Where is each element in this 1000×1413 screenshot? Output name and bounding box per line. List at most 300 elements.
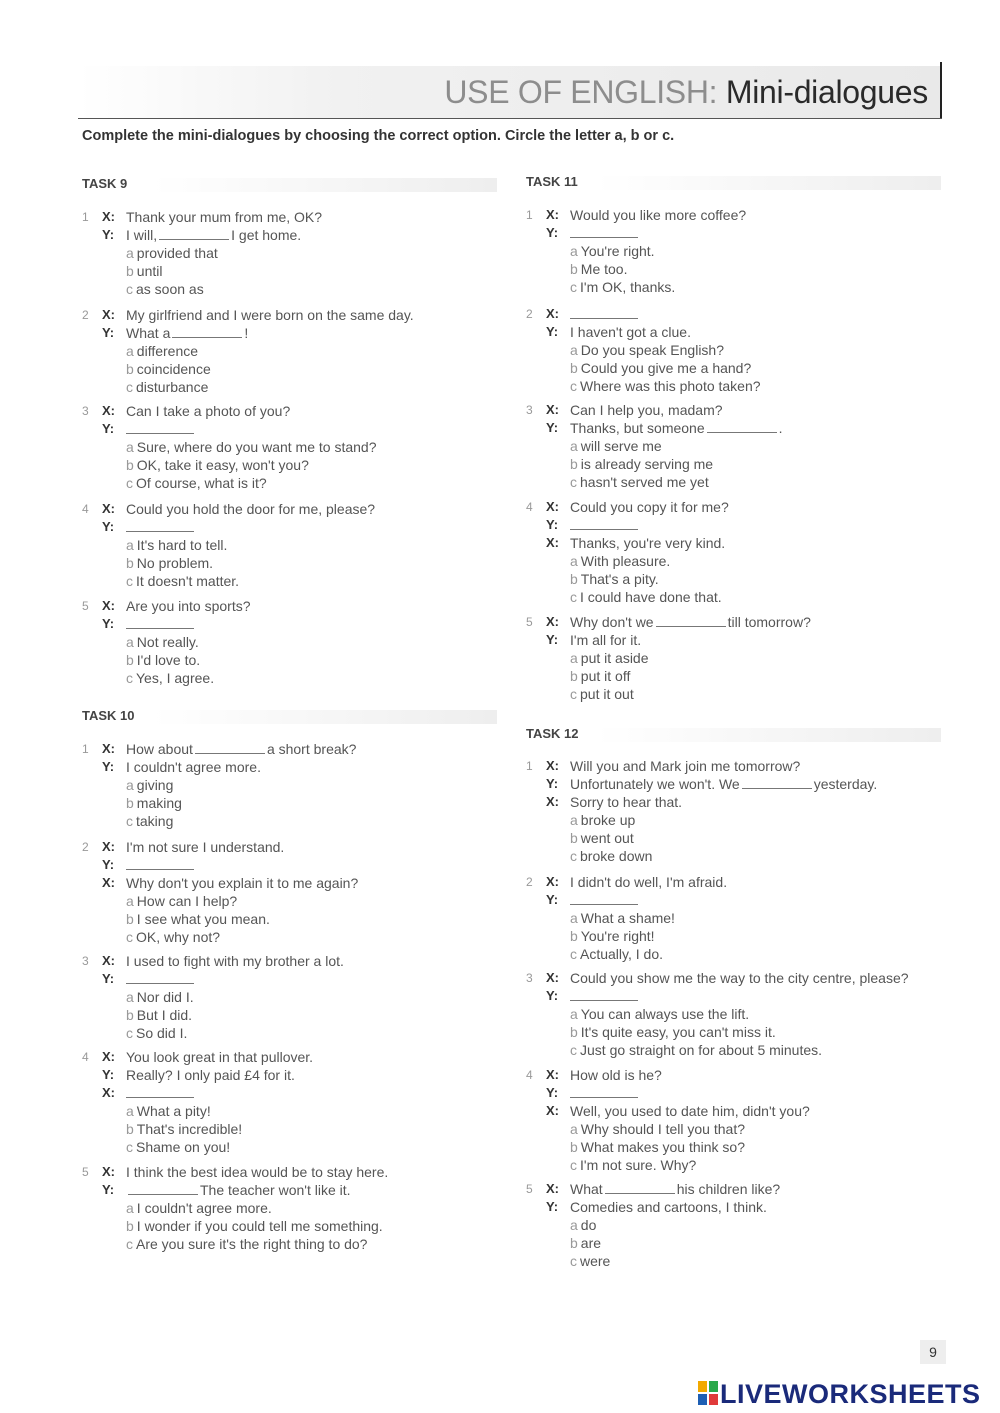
option-text[interactable] bbox=[570, 1252, 610, 1270]
line-text: How old is he? bbox=[570, 1067, 662, 1083]
item-number: 1 bbox=[526, 759, 533, 773]
speaker-label: X: bbox=[546, 874, 559, 889]
option-text[interactable] bbox=[126, 928, 220, 946]
answer-option[interactable] bbox=[82, 378, 502, 396]
answer-option[interactable] bbox=[82, 794, 502, 812]
option-letter[interactable]: b bbox=[126, 911, 134, 927]
dialogue-line bbox=[82, 597, 502, 615]
answer-option[interactable] bbox=[526, 260, 946, 278]
line-text: Why don't you explain it to me again? bbox=[126, 875, 359, 891]
liveworksheets-logo-icon bbox=[698, 1381, 718, 1405]
dialogue-line bbox=[526, 793, 946, 811]
item-number: 4 bbox=[82, 502, 89, 516]
option-text[interactable] bbox=[570, 455, 713, 473]
option-text[interactable] bbox=[570, 909, 675, 927]
option-label: coincidence bbox=[136, 361, 211, 377]
option-label: You're right. bbox=[580, 243, 655, 259]
task-heading-band bbox=[596, 728, 941, 742]
option-label: Where was this photo taken? bbox=[580, 378, 761, 394]
dialogue-item bbox=[526, 613, 946, 703]
option-text[interactable] bbox=[570, 811, 635, 829]
option-text[interactable] bbox=[570, 260, 628, 278]
dialogue-line bbox=[526, 987, 946, 1005]
answer-option[interactable] bbox=[526, 927, 946, 945]
option-text[interactable] bbox=[570, 847, 652, 865]
line-text bbox=[126, 324, 248, 342]
line-text bbox=[570, 224, 638, 242]
option-letter[interactable]: b bbox=[126, 1007, 134, 1023]
answer-option[interactable] bbox=[526, 437, 946, 455]
option-text[interactable] bbox=[570, 242, 655, 260]
option-text[interactable] bbox=[570, 341, 724, 359]
line-text bbox=[126, 615, 194, 633]
speaker-label: X: bbox=[102, 953, 115, 968]
option-letter[interactable]: b bbox=[570, 668, 578, 684]
option-text[interactable] bbox=[570, 359, 751, 377]
answer-option[interactable] bbox=[82, 1024, 502, 1042]
option-text[interactable] bbox=[570, 927, 655, 945]
answer-blank bbox=[172, 325, 242, 338]
option-text[interactable] bbox=[126, 1138, 230, 1156]
option-text[interactable] bbox=[126, 910, 270, 928]
answer-option[interactable] bbox=[82, 1199, 502, 1217]
option-letter[interactable]: c bbox=[570, 279, 577, 295]
option-label: broke up bbox=[580, 812, 636, 828]
line-text bbox=[570, 775, 877, 793]
dialogue-line bbox=[82, 874, 502, 892]
speaker-label: X: bbox=[546, 758, 559, 773]
option-letter[interactable]: a bbox=[570, 438, 578, 454]
option-letter[interactable]: a bbox=[126, 989, 134, 1005]
option-letter[interactable]: c bbox=[570, 946, 577, 962]
dialogue-line bbox=[82, 1066, 502, 1084]
option-text[interactable] bbox=[126, 572, 239, 590]
option-letter[interactable]: b bbox=[570, 571, 578, 587]
text-after-blank: The teacher won't like it. bbox=[200, 1182, 351, 1198]
option-label: But I did. bbox=[136, 1007, 193, 1023]
option-text[interactable] bbox=[570, 552, 670, 570]
option-text[interactable] bbox=[126, 1102, 211, 1120]
option-text[interactable] bbox=[570, 278, 675, 296]
option-text[interactable] bbox=[126, 812, 173, 830]
speaker-label: X: bbox=[102, 403, 115, 418]
option-label: Sure, where do you want me to stand? bbox=[136, 439, 377, 455]
option-label: making bbox=[136, 795, 182, 811]
option-text[interactable] bbox=[126, 633, 199, 651]
dialogue-line bbox=[526, 757, 946, 775]
answer-option[interactable] bbox=[82, 928, 502, 946]
option-letter[interactable]: c bbox=[570, 378, 577, 394]
item-number: 2 bbox=[82, 840, 89, 854]
option-letter[interactable]: a bbox=[126, 439, 134, 455]
option-text[interactable] bbox=[570, 1005, 749, 1023]
option-letter[interactable]: c bbox=[126, 573, 133, 589]
option-letter[interactable]: a bbox=[570, 910, 578, 926]
answer-option[interactable] bbox=[82, 1120, 502, 1138]
option-label: is already serving me bbox=[580, 456, 714, 472]
option-letter[interactable]: b bbox=[126, 1218, 134, 1234]
option-letter[interactable]: b bbox=[570, 1139, 578, 1155]
answer-option[interactable] bbox=[526, 341, 946, 359]
option-letter[interactable]: b bbox=[126, 555, 134, 571]
title-part-2: Mini-dialogues bbox=[725, 74, 928, 110]
answer-option[interactable] bbox=[82, 1006, 502, 1024]
item-number: 3 bbox=[526, 971, 533, 985]
speaker-label: X: bbox=[546, 306, 559, 321]
item-number: 3 bbox=[526, 403, 533, 417]
answer-option[interactable] bbox=[526, 829, 946, 847]
option-text[interactable] bbox=[570, 1138, 745, 1156]
line-text: Thanks, you're very kind. bbox=[570, 535, 726, 551]
answer-option[interactable] bbox=[82, 456, 502, 474]
dialogue-line bbox=[82, 1084, 502, 1102]
task-heading-band bbox=[152, 710, 497, 724]
speaker-label: X: bbox=[546, 535, 559, 550]
dialogue-line bbox=[526, 305, 946, 323]
option-label: went out bbox=[580, 830, 634, 846]
option-text[interactable] bbox=[126, 1235, 367, 1253]
answer-option[interactable] bbox=[526, 359, 946, 377]
option-text[interactable] bbox=[126, 244, 218, 262]
option-letter[interactable]: b bbox=[126, 457, 134, 473]
option-letter[interactable]: a bbox=[570, 553, 578, 569]
option-text[interactable] bbox=[570, 945, 663, 963]
dialogue-item bbox=[526, 498, 946, 606]
answer-option[interactable] bbox=[82, 910, 502, 928]
answer-option[interactable] bbox=[526, 1252, 946, 1270]
option-letter[interactable]: c bbox=[126, 281, 133, 297]
option-label: I couldn't agree more. bbox=[136, 1200, 272, 1216]
title-part-1: USE OF ENGLISH: bbox=[444, 74, 718, 110]
text-before-blank: Thanks, but someone bbox=[570, 420, 705, 436]
text-after-blank: I get home. bbox=[231, 227, 302, 243]
option-letter[interactable]: b bbox=[570, 360, 578, 376]
line-text bbox=[570, 1084, 638, 1102]
option-letter[interactable]: c bbox=[570, 1253, 577, 1269]
answer-option[interactable] bbox=[82, 1138, 502, 1156]
answer-option[interactable] bbox=[82, 554, 502, 572]
answer-option[interactable] bbox=[82, 812, 502, 830]
answer-blank bbox=[126, 971, 194, 984]
item-number: 4 bbox=[526, 500, 533, 514]
item-number: 5 bbox=[526, 1182, 533, 1196]
answer-blank bbox=[570, 988, 638, 1001]
option-letter[interactable]: b bbox=[126, 361, 134, 377]
option-letter[interactable]: a bbox=[570, 1121, 578, 1137]
option-text[interactable] bbox=[126, 892, 237, 910]
answer-blank bbox=[570, 517, 638, 530]
answer-option[interactable] bbox=[82, 988, 502, 1006]
dialogue-item bbox=[82, 208, 502, 298]
speaker-label: X: bbox=[102, 741, 115, 756]
line-text: You look great in that pullover. bbox=[126, 1049, 314, 1065]
option-letter[interactable]: c bbox=[126, 379, 133, 395]
option-text[interactable] bbox=[570, 685, 634, 703]
option-text[interactable] bbox=[126, 669, 214, 687]
option-text[interactable] bbox=[570, 649, 649, 667]
speaker-label: X: bbox=[546, 207, 559, 222]
title-rule-horizontal bbox=[78, 118, 942, 119]
speaker-label: Y: bbox=[546, 225, 559, 240]
option-text[interactable] bbox=[570, 829, 634, 847]
answer-option[interactable] bbox=[526, 278, 946, 296]
text-before-blank: Why don't we bbox=[570, 614, 654, 630]
option-label: No problem. bbox=[136, 555, 214, 571]
option-letter[interactable]: b bbox=[570, 456, 578, 472]
text-before-blank: What bbox=[570, 1181, 603, 1197]
answer-blank bbox=[570, 225, 638, 238]
speaker-label: Y: bbox=[102, 759, 115, 774]
answer-option[interactable] bbox=[82, 244, 502, 262]
answer-option[interactable] bbox=[82, 474, 502, 492]
option-letter[interactable]: a bbox=[570, 1217, 578, 1233]
answer-option[interactable] bbox=[82, 536, 502, 554]
answer-option[interactable] bbox=[82, 1217, 502, 1235]
option-text[interactable] bbox=[570, 1023, 776, 1041]
option-label: I'm OK, thanks. bbox=[580, 279, 676, 295]
dialogue-line bbox=[82, 420, 502, 438]
line-text: I used to fight with my brother a lot. bbox=[126, 953, 344, 969]
option-letter[interactable]: c bbox=[570, 1157, 577, 1173]
option-text[interactable] bbox=[126, 1120, 242, 1138]
answer-option[interactable] bbox=[526, 1041, 946, 1059]
speaker-label: Y: bbox=[102, 857, 115, 872]
option-letter[interactable]: b bbox=[126, 263, 134, 279]
option-text[interactable] bbox=[126, 536, 227, 554]
option-letter[interactable]: a bbox=[570, 342, 578, 358]
option-letter[interactable]: c bbox=[570, 589, 577, 605]
dialogue-item bbox=[526, 401, 946, 491]
option-label: Why should I tell you that? bbox=[580, 1121, 745, 1137]
answer-blank bbox=[570, 306, 638, 319]
dialogue-item bbox=[526, 1180, 946, 1270]
option-letter[interactable]: a bbox=[126, 537, 134, 553]
dialogue-item bbox=[82, 740, 502, 830]
option-text[interactable] bbox=[126, 1006, 192, 1024]
option-text[interactable] bbox=[126, 360, 211, 378]
answer-blank bbox=[159, 227, 229, 240]
item-number: 1 bbox=[526, 208, 533, 222]
line-text bbox=[126, 1181, 351, 1199]
answer-option[interactable] bbox=[526, 588, 946, 606]
option-text[interactable] bbox=[126, 794, 182, 812]
answer-option[interactable] bbox=[526, 552, 946, 570]
item-number: 1 bbox=[82, 210, 89, 224]
answer-option[interactable] bbox=[526, 242, 946, 260]
option-letter[interactable]: c bbox=[126, 1236, 133, 1252]
option-letter[interactable]: a bbox=[126, 634, 134, 650]
option-text[interactable] bbox=[570, 1156, 696, 1174]
dialogue-item bbox=[526, 873, 946, 963]
option-letter[interactable]: b bbox=[126, 1121, 134, 1137]
option-letter[interactable]: a bbox=[126, 777, 134, 793]
option-letter[interactable]: a bbox=[126, 245, 134, 261]
answer-option[interactable] bbox=[82, 651, 502, 669]
dialogue-line bbox=[526, 873, 946, 891]
option-letter[interactable]: c bbox=[126, 1025, 133, 1041]
dialogue-item bbox=[526, 969, 946, 1059]
answer-option[interactable] bbox=[82, 669, 502, 687]
option-letter[interactable]: b bbox=[570, 261, 578, 277]
line-text: I think the best idea would be to stay here. bbox=[126, 1164, 389, 1180]
speaker-label: X: bbox=[546, 402, 559, 417]
dialogue-item bbox=[526, 305, 946, 395]
option-letter[interactable]: c bbox=[570, 686, 577, 702]
option-letter[interactable]: c bbox=[126, 1139, 133, 1155]
answer-option[interactable] bbox=[82, 1102, 502, 1120]
answer-option[interactable] bbox=[526, 1023, 946, 1041]
item-number: 5 bbox=[82, 1165, 89, 1179]
option-letter[interactable]: b bbox=[570, 1235, 578, 1251]
line-text: Could you copy it for me? bbox=[570, 499, 729, 515]
answer-option[interactable] bbox=[82, 280, 502, 298]
text-after-blank: yesterday. bbox=[813, 776, 878, 792]
option-letter[interactable]: a bbox=[126, 893, 134, 909]
answer-option[interactable] bbox=[526, 1156, 946, 1174]
speaker-label: Y: bbox=[102, 616, 115, 631]
answer-option[interactable] bbox=[526, 455, 946, 473]
option-label: OK, take it easy, won't you? bbox=[136, 457, 309, 473]
option-text[interactable] bbox=[126, 456, 309, 474]
answer-option[interactable] bbox=[526, 909, 946, 927]
option-letter[interactable]: a bbox=[126, 343, 134, 359]
answer-option[interactable] bbox=[526, 667, 946, 685]
answer-blank bbox=[707, 420, 777, 433]
line-text bbox=[570, 419, 783, 437]
answer-option[interactable] bbox=[526, 1216, 946, 1234]
option-letter[interactable]: b bbox=[570, 928, 578, 944]
answer-option[interactable] bbox=[526, 1234, 946, 1252]
answer-option[interactable] bbox=[526, 1005, 946, 1023]
option-letter[interactable]: c bbox=[126, 475, 133, 491]
speaker-label: X: bbox=[102, 598, 115, 613]
option-letter[interactable]: c bbox=[126, 670, 133, 686]
option-text[interactable] bbox=[570, 570, 659, 588]
speaker-label: Y: bbox=[102, 227, 115, 242]
answer-option[interactable] bbox=[82, 1235, 502, 1253]
answer-option[interactable] bbox=[82, 892, 502, 910]
option-letter[interactable]: a bbox=[570, 812, 578, 828]
option-text[interactable] bbox=[570, 1216, 596, 1234]
option-text[interactable] bbox=[126, 554, 213, 572]
option-text[interactable] bbox=[570, 437, 662, 455]
option-text[interactable] bbox=[126, 988, 194, 1006]
text-after-blank: till tomorrow? bbox=[727, 614, 811, 630]
option-label: put it out bbox=[580, 686, 634, 702]
option-letter[interactable]: c bbox=[126, 813, 133, 829]
brand-text: LIVEWORKSHEETS bbox=[720, 1379, 981, 1409]
page-number: 9 bbox=[920, 1340, 946, 1364]
task-heading: TASK 11 bbox=[526, 174, 578, 189]
option-letter[interactable]: c bbox=[570, 848, 577, 864]
option-text[interactable] bbox=[570, 588, 722, 606]
answer-option[interactable] bbox=[526, 1120, 946, 1138]
option-letter[interactable]: a bbox=[570, 650, 578, 666]
option-label: I'm not sure. Why? bbox=[580, 1157, 697, 1173]
answer-option[interactable] bbox=[526, 685, 946, 703]
option-text[interactable] bbox=[126, 1024, 187, 1042]
dialogue-line bbox=[526, 419, 946, 437]
option-letter[interactable]: a bbox=[126, 1200, 134, 1216]
answer-option[interactable] bbox=[82, 438, 502, 456]
option-letter[interactable]: c bbox=[570, 474, 577, 490]
option-text[interactable] bbox=[126, 342, 198, 360]
option-text[interactable] bbox=[570, 1041, 822, 1059]
text-before-blank: What a bbox=[126, 325, 171, 341]
option-letter[interactable]: c bbox=[570, 1042, 577, 1058]
answer-option[interactable] bbox=[526, 945, 946, 963]
answer-option[interactable] bbox=[526, 811, 946, 829]
answer-option[interactable] bbox=[526, 570, 946, 588]
option-label: disturbance bbox=[136, 379, 209, 395]
text-after-blank: ! bbox=[244, 325, 249, 341]
answer-option[interactable] bbox=[526, 1138, 946, 1156]
option-text[interactable] bbox=[126, 438, 377, 456]
speaker-label: X: bbox=[546, 614, 559, 629]
answer-option[interactable] bbox=[82, 633, 502, 651]
option-text[interactable] bbox=[570, 667, 630, 685]
option-letter[interactable]: a bbox=[126, 1103, 134, 1119]
option-text[interactable] bbox=[126, 378, 208, 396]
speaker-label: X: bbox=[102, 1085, 115, 1100]
line-text: I didn't do well, I'm afraid. bbox=[570, 874, 728, 890]
option-label: difference bbox=[136, 343, 199, 359]
option-label: Could you give me a hand? bbox=[580, 360, 752, 376]
option-text[interactable] bbox=[126, 1217, 383, 1235]
speaker-label: X: bbox=[102, 1164, 115, 1179]
option-letter[interactable]: c bbox=[126, 929, 133, 945]
option-text[interactable] bbox=[126, 1199, 272, 1217]
option-letter[interactable]: b bbox=[570, 830, 578, 846]
option-letter[interactable]: a bbox=[570, 243, 578, 259]
answer-option[interactable] bbox=[526, 473, 946, 491]
answer-option[interactable] bbox=[82, 776, 502, 794]
option-label: I could have done that. bbox=[580, 589, 722, 605]
line-text: Really? I only paid £4 for it. bbox=[126, 1067, 295, 1083]
option-letter[interactable]: a bbox=[570, 1006, 578, 1022]
answer-option[interactable] bbox=[82, 572, 502, 590]
option-letter[interactable]: b bbox=[570, 1024, 578, 1040]
option-text[interactable] bbox=[570, 1120, 745, 1138]
answer-option[interactable] bbox=[526, 847, 946, 865]
answer-option[interactable] bbox=[82, 360, 502, 378]
answer-option[interactable] bbox=[82, 342, 502, 360]
option-text[interactable] bbox=[126, 262, 162, 280]
option-label: provided that bbox=[136, 245, 218, 261]
option-letter[interactable]: b bbox=[126, 652, 134, 668]
answer-option[interactable] bbox=[526, 377, 946, 395]
option-label: Are you sure it's the right thing to do? bbox=[136, 1236, 368, 1252]
item-number: 1 bbox=[82, 742, 89, 756]
line-text: Could you hold the door for me, please? bbox=[126, 501, 376, 517]
option-text[interactable] bbox=[570, 1234, 601, 1252]
answer-blank bbox=[126, 857, 194, 870]
option-label: will serve me bbox=[580, 438, 662, 454]
dialogue-line bbox=[526, 206, 946, 224]
option-letter[interactable]: b bbox=[126, 795, 134, 811]
speaker-label: Y: bbox=[546, 324, 559, 339]
answer-option[interactable] bbox=[82, 262, 502, 280]
option-text[interactable] bbox=[126, 280, 204, 298]
option-text[interactable] bbox=[126, 651, 200, 669]
option-text[interactable] bbox=[570, 377, 761, 395]
option-text[interactable] bbox=[126, 776, 173, 794]
speaker-label: Y: bbox=[102, 971, 115, 986]
option-text[interactable] bbox=[126, 474, 267, 492]
answer-option[interactable] bbox=[526, 649, 946, 667]
dialogue-item bbox=[82, 306, 502, 396]
option-text[interactable] bbox=[570, 473, 709, 491]
